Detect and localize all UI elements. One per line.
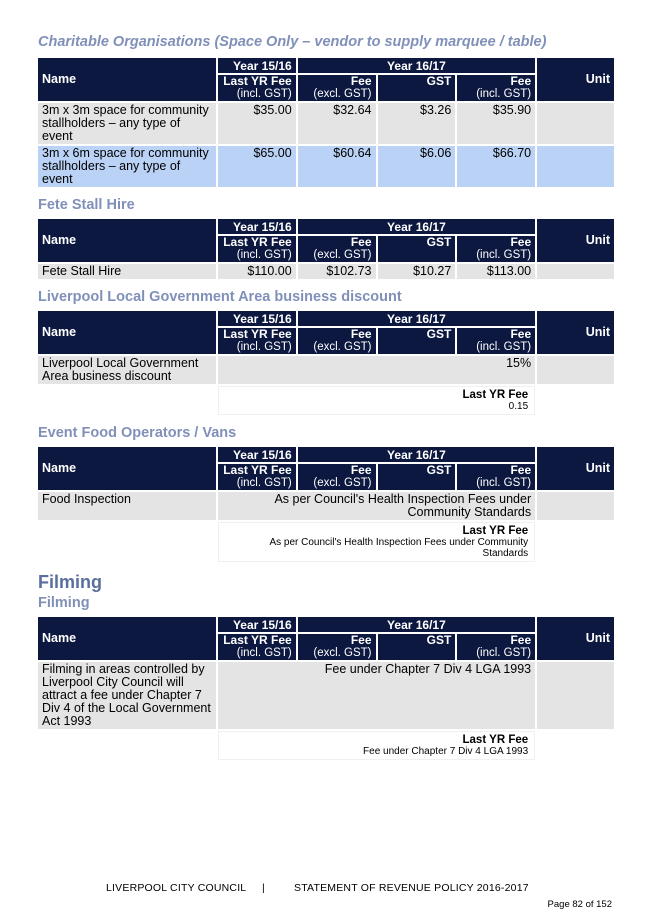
unit-header: Unit <box>537 58 614 101</box>
year-prev-header: Year 15/16 <box>218 58 296 73</box>
row-value: Fee under Chapter 7 Div 4 LGA 1993 <box>218 662 535 729</box>
last-yr-row <box>38 386 614 415</box>
year-prev-header: Year 15/16 <box>218 311 296 326</box>
fee-incl-header: Fee (incl. GST) <box>457 464 535 490</box>
page-content <box>38 34 614 762</box>
event-food-section-title: Event Food Operators / Vans <box>38 425 237 441</box>
gst-header: GST <box>378 75 456 101</box>
last-yr-fee-header: Last YR Fee (incl. GST) <box>218 236 296 262</box>
year-curr-header: Year 16/17 <box>298 311 535 326</box>
row-gst: $3.26 <box>378 103 456 144</box>
last-yr-row <box>38 522 614 562</box>
fete-fee-table <box>36 217 616 281</box>
name-header: Name <box>38 447 216 490</box>
year-curr-header: Year 16/17 <box>298 219 535 234</box>
table-header-row <box>38 617 614 632</box>
row-name: Fete Stall Hire <box>38 264 216 279</box>
table-row <box>38 356 614 384</box>
row-gst: $6.06 <box>378 146 456 187</box>
filming-big-title: Filming <box>38 572 102 592</box>
fee-incl-header: Fee (incl. GST) <box>457 75 535 101</box>
fee-incl-header: Fee (incl. GST) <box>457 236 535 262</box>
last-yr-fee-note: Last YR Fee As per Council's Health Inspection Fees under Community Standards <box>218 522 535 562</box>
name-header: Name <box>38 311 216 354</box>
charitable-fee-table <box>36 56 616 189</box>
gst-header: GST <box>378 634 456 660</box>
year-curr-header: Year 16/17 <box>298 447 535 462</box>
row-name: Filming in areas controlled by Liverpool City Council will attract a fee under Chapter 7 Div 4 of the Local Government Act 1993 <box>38 662 216 729</box>
row-name: 3m x 6m space for community stallholders – any type of event <box>38 146 216 187</box>
table-row <box>38 492 614 520</box>
charitable-section-title: Charitable Organisations (Space Only – vendor to supply marquee / table) <box>38 34 547 50</box>
table-header-row <box>38 58 614 73</box>
fee-incl-header: Fee (incl. GST) <box>457 634 535 660</box>
row-last-yr: $110.00 <box>218 264 296 279</box>
row-value: 15% <box>218 356 535 384</box>
name-header: Name <box>38 617 216 660</box>
gst-header: GST <box>378 328 456 354</box>
row-unit <box>537 264 614 279</box>
name-header: Name <box>38 58 216 101</box>
table-row <box>38 103 614 144</box>
row-name: Liverpool Local Government Area business discount <box>38 356 216 384</box>
gst-header: GST <box>378 236 456 262</box>
table-header-row <box>38 447 614 462</box>
page-number: Page 82 of 152 <box>547 899 612 910</box>
fee-excl-header: Fee (excl. GST) <box>298 75 376 101</box>
last-yr-fee-header: Last YR Fee (incl. GST) <box>218 634 296 660</box>
row-fee-incl: $113.00 <box>457 264 535 279</box>
fee-excl-header: Fee (excl. GST) <box>298 634 376 660</box>
last-yr-row <box>38 731 614 760</box>
unit-header: Unit <box>537 447 614 490</box>
row-unit <box>537 492 614 520</box>
row-unit <box>537 662 614 729</box>
footer-separator: | <box>262 882 265 894</box>
footer-document-title: STATEMENT OF REVENUE POLICY 2016-2017 <box>294 882 529 894</box>
row-unit <box>537 356 614 384</box>
last-yr-fee-header: Last YR Fee (incl. GST) <box>218 75 296 101</box>
fee-incl-header: Fee (incl. GST) <box>457 328 535 354</box>
row-gst: $10.27 <box>378 264 456 279</box>
fee-excl-header: Fee (excl. GST) <box>298 464 376 490</box>
fee-excl-header: Fee (excl. GST) <box>298 236 376 262</box>
row-name: 3m x 3m space for community stallholders – any type of event <box>38 103 216 144</box>
table-row <box>38 146 614 187</box>
footer-council-name: LIVERPOOL CITY COUNCIL <box>106 882 247 894</box>
row-last-yr: $35.00 <box>218 103 296 144</box>
filming-section-title: Filming <box>38 595 90 611</box>
row-unit <box>537 103 614 144</box>
discount-section-title: Liverpool Local Government Area business discount <box>38 289 402 305</box>
row-fee-excl: $60.64 <box>298 146 376 187</box>
fete-section-title: Fete Stall Hire <box>38 197 135 213</box>
fee-excl-header: Fee (excl. GST) <box>298 328 376 354</box>
name-header: Name <box>38 219 216 262</box>
year-curr-header: Year 16/17 <box>298 58 535 73</box>
row-name: Food Inspection <box>38 492 216 520</box>
table-row <box>38 264 614 279</box>
row-last-yr: $65.00 <box>218 146 296 187</box>
row-value: As per Council's Health Inspection Fees under Community Standards <box>218 492 535 520</box>
last-yr-fee-note: Last YR Fee 0.15 <box>218 386 535 415</box>
filming-fee-table <box>36 615 616 762</box>
last-yr-fee-note: Last YR Fee Fee under Chapter 7 Div 4 LGA 1993 <box>218 731 535 760</box>
unit-header: Unit <box>537 617 614 660</box>
last-yr-fee-header: Last YR Fee (incl. GST) <box>218 464 296 490</box>
discount-fee-table <box>36 309 616 417</box>
row-fee-excl: $32.64 <box>298 103 376 144</box>
table-row <box>38 662 614 729</box>
gst-header: GST <box>378 464 456 490</box>
row-fee-incl: $35.90 <box>457 103 535 144</box>
row-fee-incl: $66.70 <box>457 146 535 187</box>
table-header-row <box>38 219 614 234</box>
last-yr-fee-header: Last YR Fee (incl. GST) <box>218 328 296 354</box>
row-fee-excl: $102.73 <box>298 264 376 279</box>
table-header-row <box>38 311 614 326</box>
year-curr-header: Year 16/17 <box>298 617 535 632</box>
row-unit <box>537 146 614 187</box>
year-prev-header: Year 15/16 <box>218 617 296 632</box>
event-food-fee-table <box>36 445 616 564</box>
unit-header: Unit <box>537 311 614 354</box>
unit-header: Unit <box>537 219 614 262</box>
year-prev-header: Year 15/16 <box>218 219 296 234</box>
year-prev-header: Year 15/16 <box>218 447 296 462</box>
